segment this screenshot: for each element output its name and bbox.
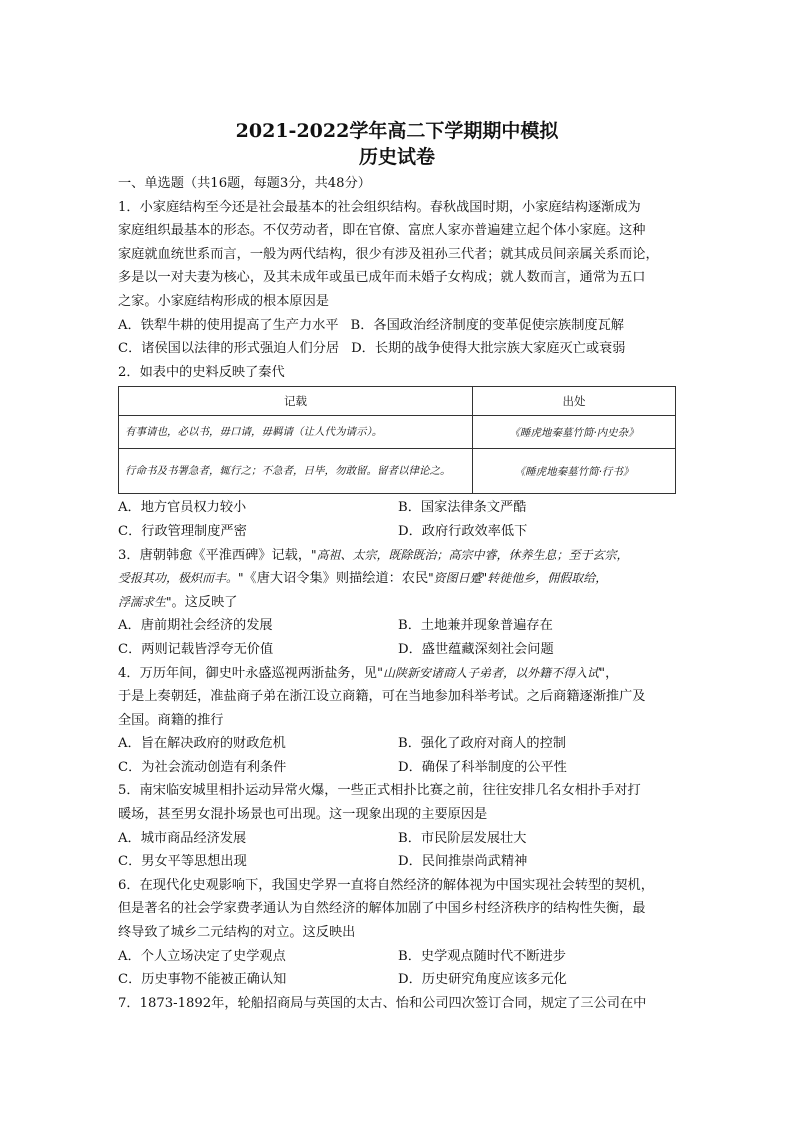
q3-line-1	[118, 544, 676, 568]
q5-options	[118, 827, 676, 874]
q1-option-a[interactable]: A．铁犁牛耕的使用提高了生产力水平	[118, 317, 339, 333]
q1-option-d[interactable]: D．长期的战争使得大批宗族大家庭灭亡或衰弱	[351, 341, 626, 357]
q7-line: 7．1873-1892年，轮船招商局与英国的太古、怡和公司四次签订合同，规定了三公司在中	[118, 995, 647, 1011]
q3-option-b[interactable]: B．土地兼并现象普遍存在	[398, 618, 553, 634]
q3-option-d[interactable]: D．盛世蕴藏深刻社会问题	[398, 641, 554, 657]
q6-line: 终导致了城乡二元结构的对立。这反映出	[118, 925, 356, 941]
table-header-record: 记载	[119, 387, 473, 416]
exam-title: 2021-2022学年高二下学期期中模拟	[235, 120, 559, 142]
q5-option-a[interactable]: A．城市商品经济发展	[118, 830, 247, 846]
q1-line: 多是以一对夫妻为核心，及其未成年或虽已成年而未婚子女构成；就人数而言，通常为五口	[118, 270, 646, 286]
question-7	[118, 992, 676, 1016]
table-cell-source: 《睡虎地秦墓竹简·内史杂》	[473, 416, 676, 449]
q2-option-b[interactable]: B．国家法律条文严酷	[398, 500, 527, 516]
q3-text: 《唐大诏令集》则描绘道：农民	[243, 571, 429, 587]
q3-quote: 受报其功，极炽而丰。"	[118, 571, 244, 586]
q1-options-row-1	[118, 314, 676, 338]
q2-option-d[interactable]: D．政府行政效率低下	[398, 523, 528, 539]
q5-option-b[interactable]: B．市民阶层发展壮大	[398, 830, 527, 846]
q3-option-c[interactable]: C．两则记载皆浮夸无价值	[118, 641, 274, 657]
q6-line: 6．在现代化史观影响下，我国史学界一直将自然经济的解体视为中国实现社会转型的契机，	[118, 877, 654, 893]
q5-option-c[interactable]: C．男女平等思想出现	[118, 854, 247, 870]
q3-text: 。这反映了	[171, 594, 238, 610]
q1-options-row-2	[118, 337, 676, 361]
q4-text: "，	[599, 665, 619, 681]
q2-option-c[interactable]: C．行政管理制度严密	[118, 523, 247, 539]
q2-options	[118, 496, 676, 543]
q6-line: 但是著名的社会学家费孝通认为自然经济的解体加剧了中国乡村经济秩序的结构性失衡，最	[118, 901, 646, 917]
q1-line: 之家。小家庭结构形成的根本原因是	[118, 293, 329, 309]
q2-stem: 2．如表中的史料反映了秦代	[118, 364, 285, 380]
q6-option-a[interactable]: A．个人立场决定了史学观点	[118, 948, 286, 964]
question-3	[118, 544, 676, 662]
table-row	[119, 449, 676, 494]
q5-line: 5．南宋临安城里相扑运动异常火爆，一些正式相扑比赛之前，往往安排几名女相扑手对打	[118, 783, 641, 799]
q3-options	[118, 614, 676, 661]
exam-page	[118, 118, 676, 1015]
q3-line-2	[118, 567, 676, 591]
q1-line: 家庭就血统世系而言，一般为两代结构，很少有涉及祖孙三代者；就其成员间亲属关系而论，	[118, 246, 659, 262]
question-1	[118, 196, 676, 361]
table-cell-record: 行命书及书署急者，辄行之；不急者，日毕，勿敢留。留者以律论之。	[119, 449, 473, 494]
q4-line-1	[118, 662, 676, 686]
q1-option-b[interactable]: B．各国政治经济制度的变革促使宗族制度瓦解	[350, 317, 624, 333]
table-cell-record: 有事请也，必以书，毋口请，毋羁请（让人代为请示）。	[119, 416, 473, 449]
q4-option-c[interactable]: C．为社会流动创造有利条件	[118, 759, 287, 775]
q1-line: 1．小家庭结构至今还是社会最基本的社会组织结构。春秋战国时期，小家庭结构逐渐成为	[118, 199, 641, 215]
q4-quote: 山陕新安诸商人子弟者，以外籍不得入试	[383, 665, 600, 680]
q5-option-d[interactable]: D．民间推崇尚武精神	[398, 854, 528, 870]
q3-option-a[interactable]: A．唐前期社会经济的发展	[118, 618, 273, 634]
q3-quote: 浮濡求生"	[118, 594, 172, 609]
q4-option-d[interactable]: D．确保了科举制度的公平性	[398, 759, 567, 775]
source-table	[118, 386, 676, 494]
question-5	[118, 779, 676, 873]
q3-text: 3．唐朝韩愈《平淮西碑》记载，	[118, 547, 312, 563]
q4-option-b[interactable]: B．强化了政府对商人的控制	[398, 736, 566, 752]
q4-line-3: 全国。商籍的推行	[118, 712, 224, 728]
q6-option-c[interactable]: C．历史事物不能被正确认知	[118, 972, 287, 988]
q1-option-c[interactable]: C．诸侯国以法律的形式强迫人们分居	[118, 341, 340, 357]
q4-text: 4．万历年间，御史叶永盛巡视两浙盐务，见"	[118, 665, 384, 681]
q4-option-a[interactable]: A．旨在解决政府的财政危机	[118, 736, 286, 752]
q6-option-d[interactable]: D．历史研究角度应该多元化	[398, 972, 567, 988]
question-4	[118, 662, 676, 780]
q6-options	[118, 945, 676, 992]
q4-line-2: 于是上奏朝廷，准盐商子弟在浙江设立商籍，可在当地参加科举考试。之后商籍逐渐推广及	[118, 689, 646, 705]
table-row	[119, 416, 676, 449]
question-2	[118, 361, 676, 544]
q3-line-3	[118, 591, 676, 615]
q3-quote: "高祖、太宗，既除既治；高宗中睿，休养生息；至于玄宗，	[311, 547, 629, 562]
q4-options	[118, 732, 676, 779]
q3-quote: "资图日蹙"转徙他乡，佣假取给，	[428, 571, 608, 586]
q1-line: 家庭组织最基本的形态。不仅劳动者，即在官僚、富庶人家亦普遍建立起个体小家庭。这种	[118, 223, 646, 239]
section-heading: 一、单选题（共16题，每题3分，共48分）	[118, 176, 371, 191]
table-header-source: 出处	[473, 387, 676, 416]
table-cell-source: 《睡虎地秦墓竹简·行书》	[473, 449, 676, 494]
exam-subtitle: 历史试卷	[358, 146, 435, 168]
q2-option-a[interactable]: A．地方官员权力较小	[118, 500, 247, 516]
q5-line: 暖场，甚至男女混扑场景也可出现。这一现象出现的主要原因是	[118, 807, 488, 823]
q6-option-b[interactable]: B．史学观点随时代不断进步	[398, 948, 566, 964]
question-6	[118, 874, 676, 992]
